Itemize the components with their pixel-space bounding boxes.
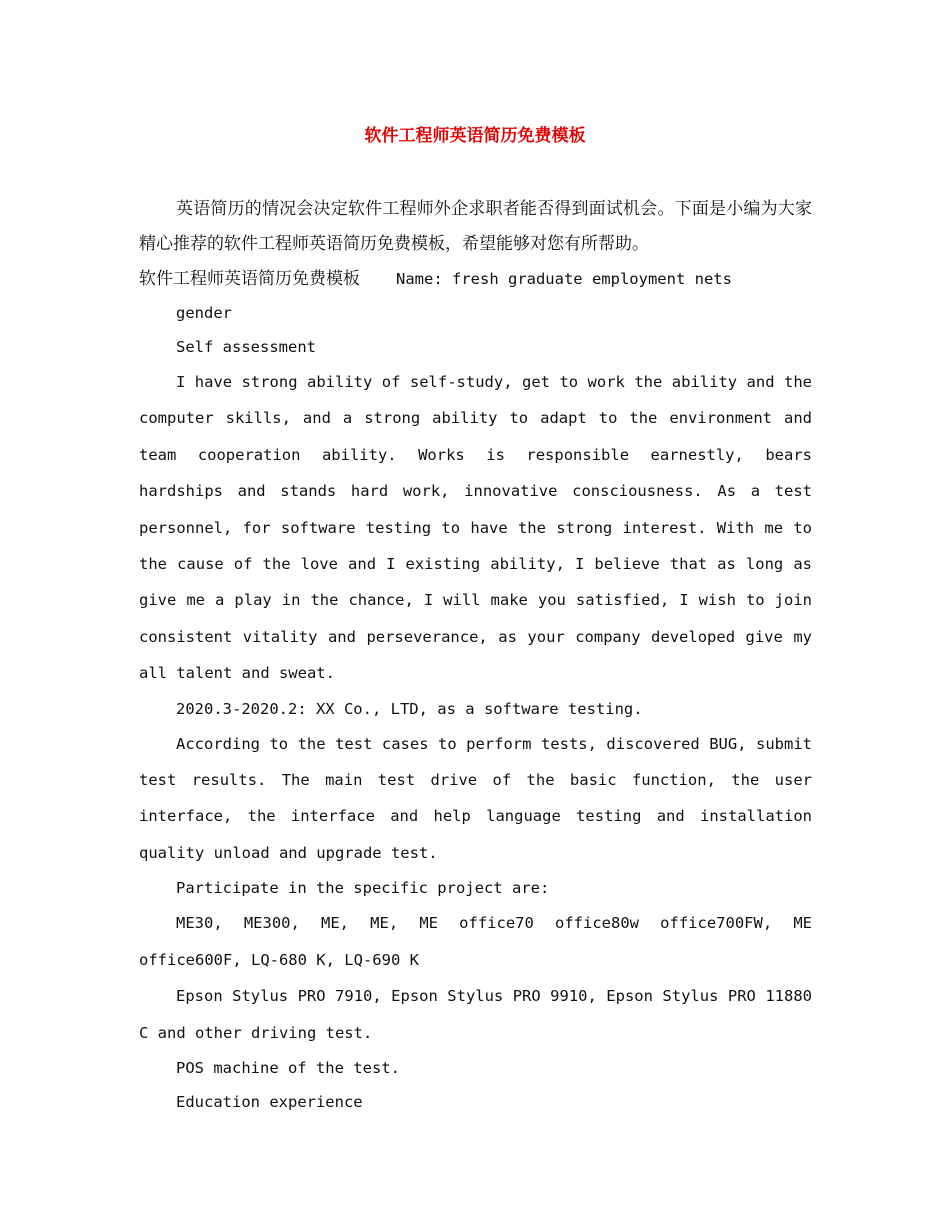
pos-line: POS machine of the test. — [176, 1058, 400, 1077]
self-assessment-heading: Self assessment — [176, 338, 316, 356]
self-assessment-paragraph: I have strong ability of self-study, get to work the ability and the computer skills, and a strong ability to adapt to the environment and team cooperation ability. Works is responsible earnestly, bears hardships and stands hard work, innovative consciousness. As a test personnel, for software testing to have the strong interest. With me to the cause of the love and I existing ability, I believe that as long as give me a play in the chance, I will make you satisfied, I wish to join consistent vitality and perseverance, as your company developed give my all talent and sweat. — [139, 373, 812, 683]
document-title: 软件工程师英语简历免费模板 — [364, 126, 586, 146]
projects-heading: Participate in the specific project are: — [176, 879, 550, 898]
epson-paragraph: Epson Stylus PRO 7910, Epson Stylus PRO 9910, Epson Stylus PRO 11880 C and other driving test. — [139, 987, 812, 1042]
gender-line: gender — [176, 304, 232, 322]
projects-list-paragraph: ME30, ME300, ME, ME, ME office70 office80w office700FW, ME office600F, LQ-680 K, LQ-690 K — [139, 914, 812, 969]
work-period-line: 2020.3-2020.2: XX Co., LTD, as a software testing. — [176, 699, 643, 718]
document-body — [139, 192, 812, 1119]
name-line — [139, 262, 812, 296]
intro-paragraph: 英语简历的情况会决定软件工程师外企求职者能否得到面试机会。下面是小编为大家精心推荐的软件工程师英语简历免费模板，希望能够对您有所帮助。 — [139, 199, 812, 254]
work-description-paragraph: According to the test cases to perform tests, discovered BUG, submit test results. The main test drive of the basic function, the user interface, the interface and help language testing and installation quality unload and upgrade test. — [139, 734, 812, 862]
education-heading: Education experience — [176, 1092, 363, 1111]
subheading-cn: 软件工程师英语简历免费模板 — [139, 269, 360, 289]
name-text: Name: fresh graduate employment nets — [396, 270, 732, 288]
